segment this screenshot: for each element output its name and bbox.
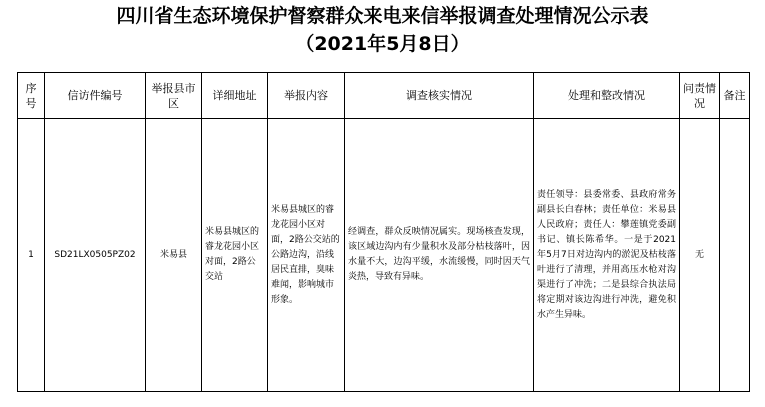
cell-complaint: 米易县城区的睿龙花园小区对面，2路公交站的公路边沟，沿线居民直排，臭味难闻，影响城市形象。 <box>268 119 345 392</box>
cell-case-number: SD21LX0505PZ02 <box>45 119 146 392</box>
cell-investigation: 经调查，群众反映情况属实。现场核查发现，该区域边沟内有少量积水及部分枯枝落叶，因水量不大，边沟平缓，水流缓慢，同时因天气炎热，导致有异味。 <box>345 119 534 392</box>
cell-county: 米易县 <box>146 119 202 392</box>
header-index: 序号 <box>18 73 45 119</box>
page-title: 四川省生态环境保护督察群众来电来信举报调查处理情况公示表 <box>116 5 649 27</box>
header-county: 举报县市区 <box>146 73 202 119</box>
cell-remarks <box>720 119 750 392</box>
cell-address: 米易县城区的睿龙花园小区对面，2路公交站 <box>202 119 268 392</box>
cell-handling: 责任领导：县委常委、县政府常务副县长白春林；责任单位：米易县人民政府；责任人：攀莲镇党委副书记、镇长陈希华。一是于2021年5月7日对边沟内的淤泥及枯枝落叶进行了清理，并用高压水枪对沟渠进行了冲洗；二是县综合执法局将定期对该边沟进行冲洗，避免积水产生异味。 <box>534 119 680 392</box>
table-header-row <box>18 73 750 119</box>
header-remarks: 备注 <box>720 73 750 119</box>
header-accountability: 问责情况 <box>680 73 720 119</box>
cell-index: 1 <box>18 119 45 392</box>
header-complaint: 举报内容 <box>268 73 345 119</box>
report-table <box>17 72 750 392</box>
table-row <box>18 119 750 392</box>
cell-accountability: 无 <box>680 119 720 392</box>
header-investigation: 调查核实情况 <box>345 73 534 119</box>
header-address: 详细地址 <box>202 73 268 119</box>
header-case-number: 信访件编号 <box>45 73 146 119</box>
header-handling: 处理和整改情况 <box>534 73 680 119</box>
page-date: （2021年5月8日） <box>295 33 470 55</box>
